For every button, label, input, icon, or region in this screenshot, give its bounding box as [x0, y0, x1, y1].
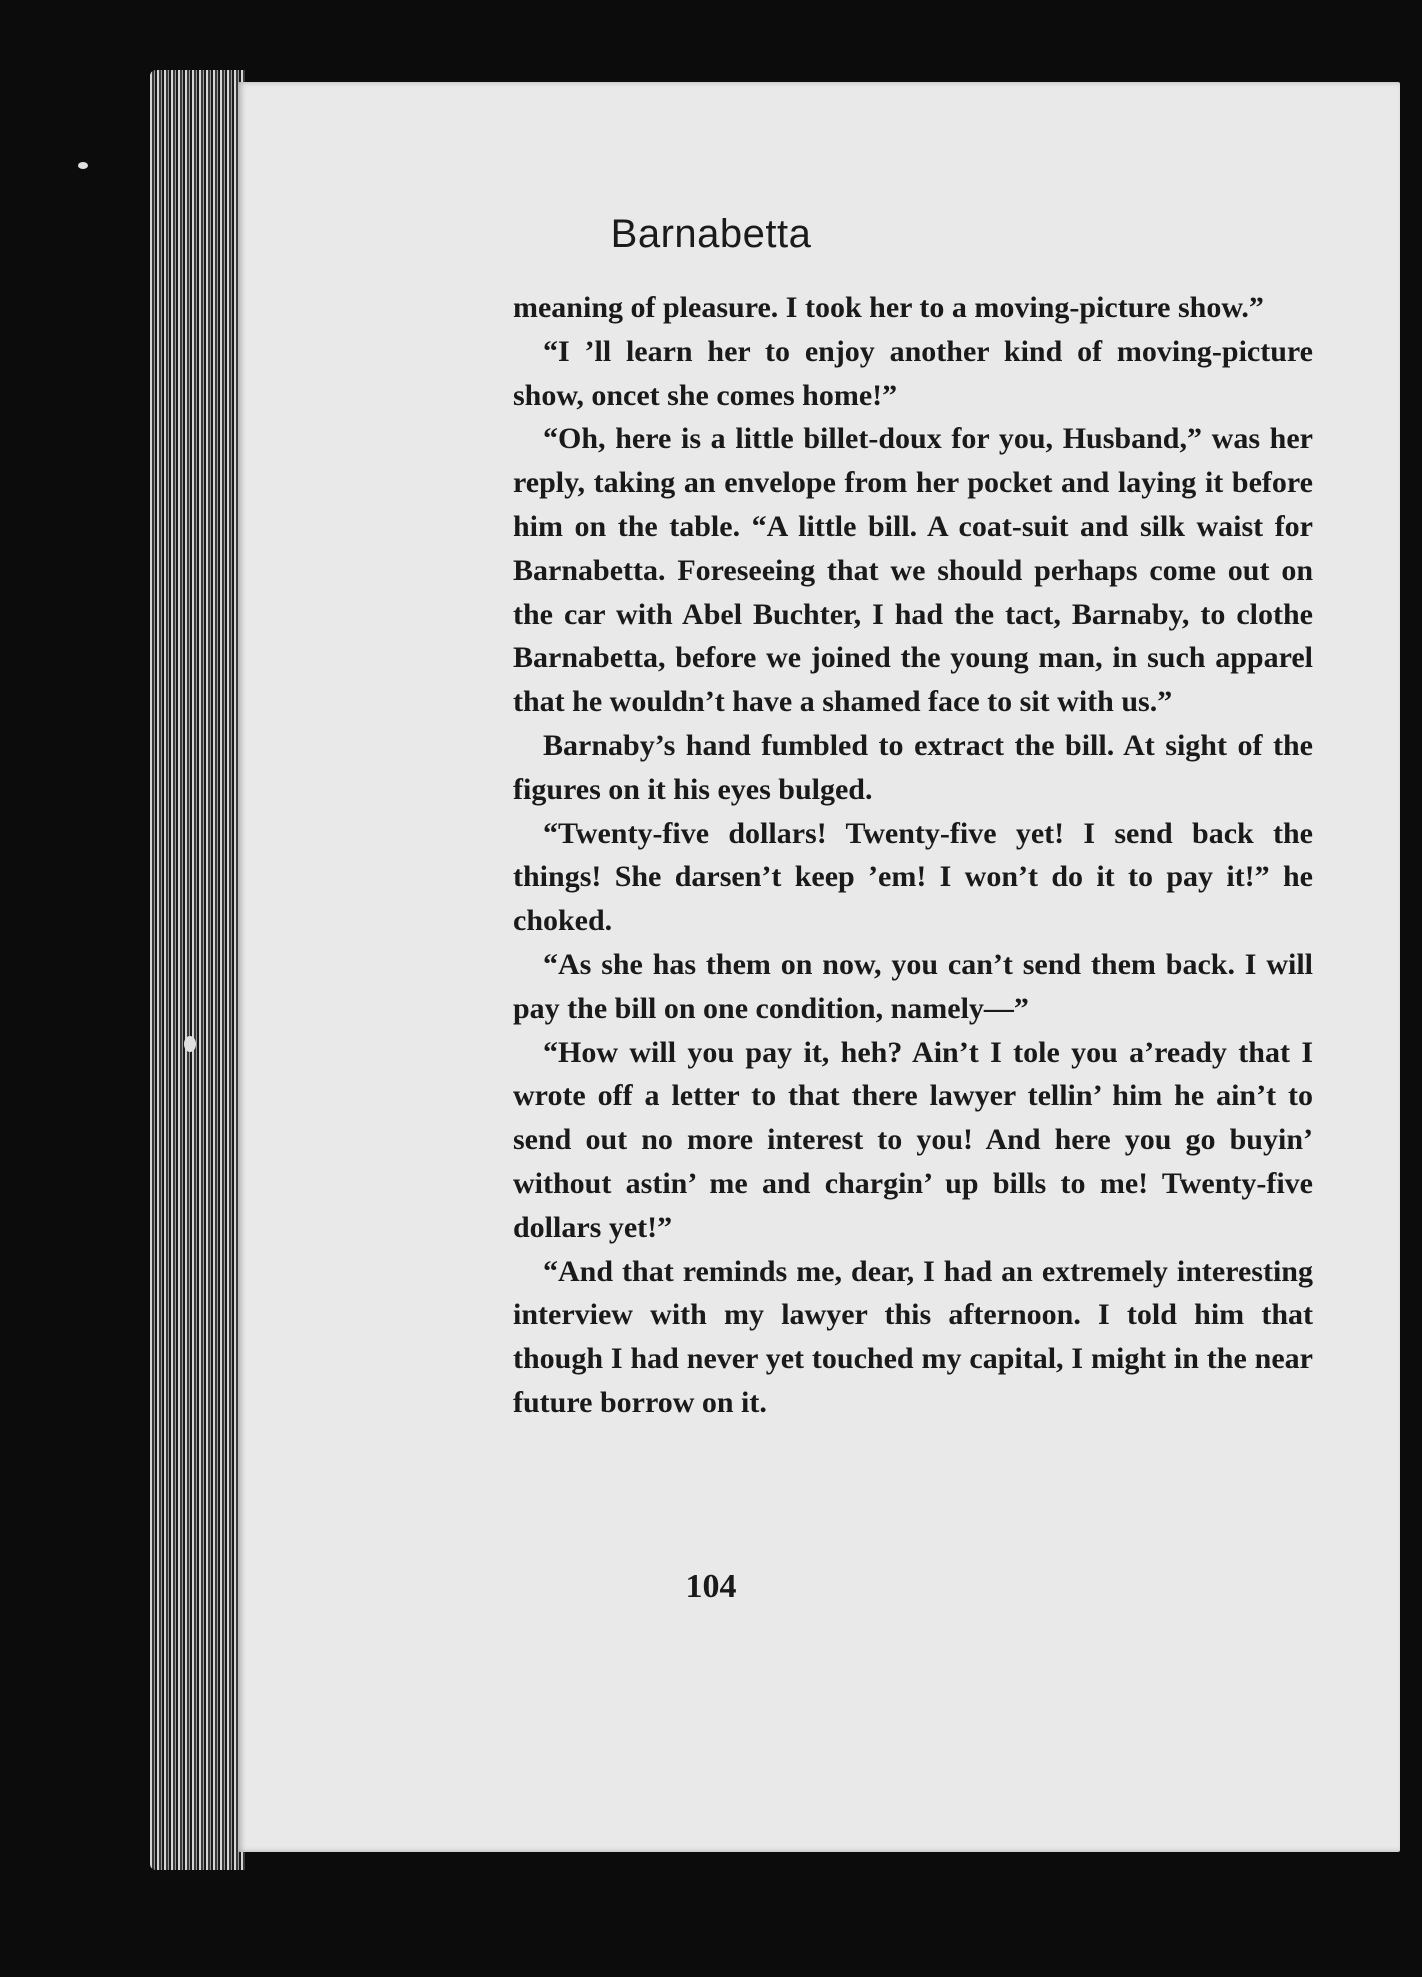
page-body-text	[513, 286, 1313, 1425]
paragraph: meaning of pleasure. I took her to a moving-picture show.”	[513, 291, 1264, 324]
scan-speck	[78, 162, 88, 169]
paragraph: “As she has them on now, you can’t send them back. I will pay the bill on one condition, namely—”	[513, 947, 1313, 1025]
page-number: 104	[685, 1568, 737, 1605]
paragraph: “Twenty-five dollars! Twenty-five yet! I send back the things! She darsen’t keep ’em! I won’t do it to pay it!” he choked.	[513, 816, 1313, 938]
scan-speck	[184, 1036, 196, 1052]
paragraph: Barnaby’s hand fumbled to extract the bill. At sight of the figures on it his eyes bulged.	[513, 728, 1313, 806]
paragraph: “I ’ll learn her to enjoy another kind of moving-picture show, oncet she comes home!”	[513, 334, 1313, 412]
paragraph: “How will you pay it, heh? Ain’t I tole you a’ready that I wrote off a letter to that there lawyer tellin’ him he ain’t to send out no more interest to you! And here you go buyin’ without astin’ me and chargin’ up bills to me! Twenty-five dollars yet!”	[513, 1035, 1313, 1244]
running-header: Barnabetta	[610, 212, 812, 256]
paragraph: “Oh, here is a little billet-doux for you, Husband,” was her reply, taking an envelope from her pocket and laying it before him on the table. “A little bill. A coat-suit and silk waist for Barnabetta. Foreseeing that we should perhaps come out on the car with Abel Buchter, I had the tact, Barnaby, to clothe Barnabetta, before we joined the young man, in such apparel that he wouldn’t have a shamed face to sit with us.”	[513, 422, 1313, 719]
paragraph: “And that reminds me, dear, I had an extremely interesting interview with my lawyer this afternoon. I told him that though I had never yet touched my capital, I might in the near future borrow on it.	[513, 1254, 1313, 1419]
